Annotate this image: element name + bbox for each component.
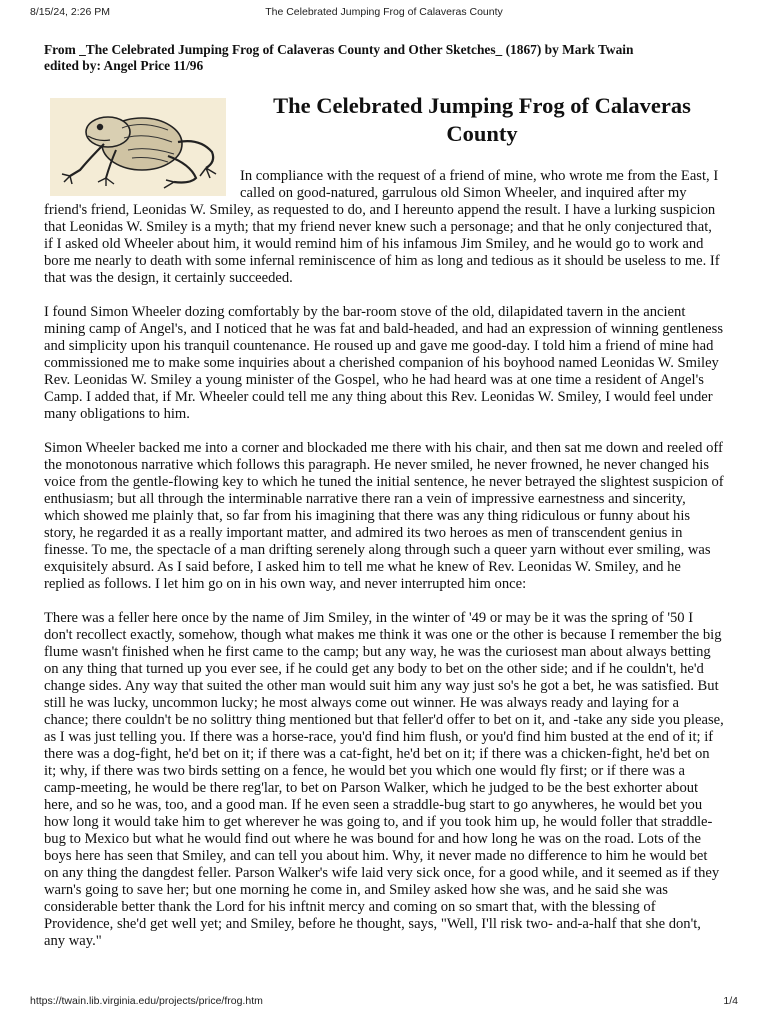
frog-illustration (50, 98, 226, 196)
page-title: The Celebrated Jumping Frog of Calaveras County (273, 93, 691, 146)
edited-line: edited by: Angel Price 11/96 (44, 58, 204, 73)
paragraph-4: There was a feller here once by the name of Jim Smiley, in the winter of '49 or may be it was the spring of '50 I don't recollect exactly, somehow, though what makes me think it was one or the other is because I remember the big flume wasn't finished when he first came to the camp; but any way, he was the curiosest man about always betting on any thing that turned up you ever see, if he could get any body to bet on the other side; and if he couldn't, he'd change sides. Any way that suited the other man would suit him any way just so's he got a bet, he was satisfied. But still he was lucky, uncommon lucky; he most always come out winner. He was always ready and laying for a chance; there couldn't be no solittry thing mentioned but that feller'd offer to bet on it, and -take any side you please, as I was just telling you. If there was a horse-race, you'd find him flush, or you'd find him busted at the end of it; if there was a dog-fight, he'd bet on it; if there was a cat-fight, he'd bet on it; if there was a chicken-fight, he'd bet on it; why, if there was two birds setting on a fence, he would bet you which one would fly first; or if there was a camp-meeting, he would be there reg'lar, to bet on Parson Walker, which he judged to be the best exhorter about here, and so he was, too, and a good man. If he even seen a straddle-bug start to go anywheres, he would bet you how long it would take him to get wherever he was going to, and if you took him up, he would foller that straddle-bug to Mexico but what he would find out where he was bound for and how long he was on the road. Lots of the boys here has seen that Smiley, and can tell you about him. Why, it never made no difference to him he would bet on any thing the dangdest feller. Parson Walker's wife laid very sick once, for a good while, and it seemed as if they warn's going to save her; but one morning he come in, and Smiley asked how she was, and he said she was considerable better thank the Lord for his inftnit mercy and coming on so smart that, with the blessing of Providence, she'd get well yet; and Smiley, before he thought, says, "Well, I'll risk two- and-a-half that she don't, any way." (44, 610, 724, 949)
print-page-title: The Celebrated Jumping Frog of Calaveras County (265, 6, 503, 18)
paragraph-3: Simon Wheeler backed me into a corner and blockaded me there with his chair, and then sat me down and reeled off the monotonous narrative which follows this paragraph. He never smiled, he never frowned, he never changed his voice from the gentle-flowing key to which he tuned the initial sentence, he never betrayed the slightest suspicion of enthusiasm; but all through the interminable narrative there ran a vein of impressive earnestness and sincerity, which showed me plainly that, so far from his imagining that there was any thing ridiculous or funny about his story, he regarded it as a really important matter, and admired its two heroes as men of transcendent genius in finesse. To me, the spectacle of a man drifting serenely along through such a queer yarn without ever smiling, was exquisitely absurd. As I said before, I asked him to tell me what he knew of Rev. Leonidas W. Smiley, and he replied as follows. I let him go on in his own way, and never interrupted him once: (44, 440, 724, 592)
print-datetime: 8/15/24, 2:26 PM (30, 6, 110, 18)
frog-icon (50, 98, 226, 196)
print-header (0, 6, 768, 22)
source-url-link[interactable]: https://twain.lib.virginia.edu/projects/price/frog.htm (30, 995, 263, 1007)
document-body (44, 42, 724, 967)
paragraph-1: In compliance with the request of a friend of mine, who wrote me from the East, I called on good-natured, garrulous old Simon Wheeler, and inquired after my friend's friend, Leonidas W. Smiley, as requested to do, and I hereunto append the result. I have a lurking suspicion that Leonidas W. Smiley is a myth; that my friend never knew such a personage; and that he only conjectured that, if I asked old Wheeler about him, it would remind him of his infamous Jim Smiley, and he would go to work and bore me nearly to death with some infernal reminiscence of him as long and tedious as it should be useless to me. If that was the design, it certainly succeeded. (44, 168, 720, 286)
print-footer (0, 995, 768, 1011)
paragraph-2: I found Simon Wheeler dozing comfortably by the bar-room stove of the old, dilapidated tavern in the ancient mining camp of Angel's, and I noticed that he was fat and bald-headed, and had an expression of winning gentleness and simplicity upon his tranquil countenance. He roused up and gave me good-day. I told him a friend of mine had commissioned me to make some inquiries about a cherished companion of his boyhood named Leonidas W. Smiley Rev. Leonidas W. Smiley a young minister of the Gospel, who he had heard was at one time a resident of Angel's Camp. I added that, if Mr. Wheeler could tell me any thing about this Rev. Leonidas W. Smiley, I would feel under many obligations to him. (44, 304, 724, 422)
source-line: From _The Celebrated Jumping Frog of Calaveras County and Other Sketches_ (1867) by Mark Twain (44, 42, 634, 57)
page-number: 1/4 (723, 995, 738, 1007)
source-citation (44, 42, 724, 74)
